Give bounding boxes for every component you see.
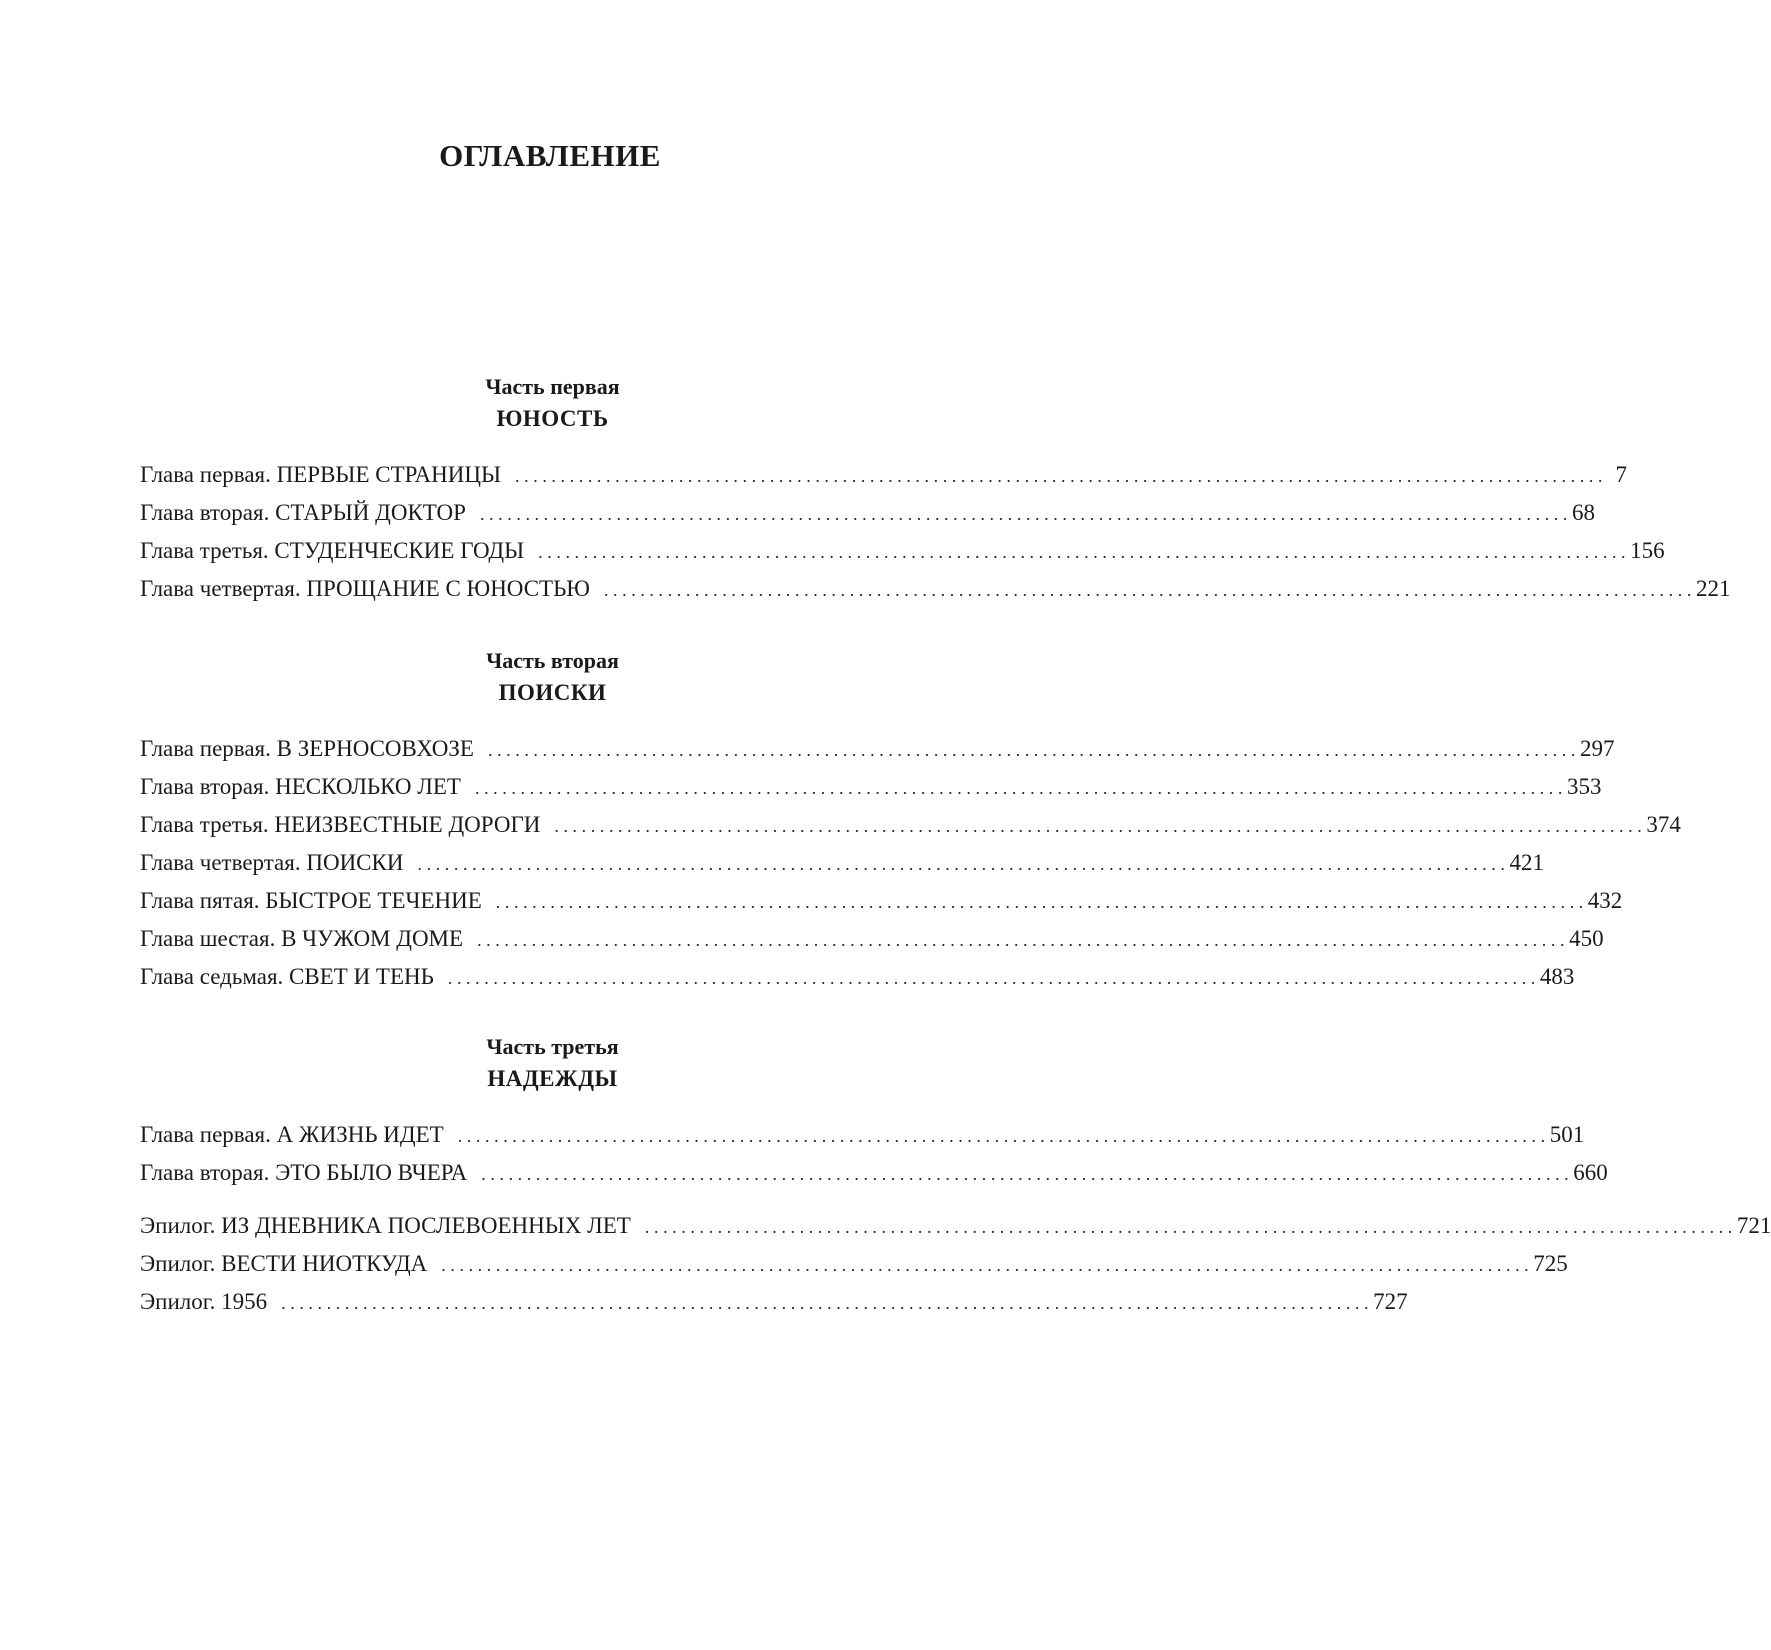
toc-entry[interactable] [140, 920, 1604, 958]
toc-entry[interactable] [140, 1116, 1585, 1154]
toc-entry-epilogue[interactable] [140, 1207, 1771, 1245]
toc-entry[interactable] [140, 882, 1623, 920]
page-number: 221 [1695, 576, 1731, 601]
dot-leader: ........................................................................................................................ [457, 1126, 1550, 1146]
toc-entry[interactable] [140, 494, 1595, 532]
toc-title: ОГЛАВЛЕНИЕ [439, 138, 661, 173]
chapter-title: Глава вторая. НЕСКОЛЬКО ЛЕТ [140, 774, 461, 799]
part-label: Часть вторая [486, 648, 619, 673]
page-number: 7 [1615, 462, 1628, 487]
toc-entry[interactable] [140, 806, 1681, 844]
part-name: НАДЕЖДЫ [487, 1066, 618, 1091]
page-number: 450 [1569, 926, 1604, 951]
toc-entry-epilogue[interactable] [140, 1245, 1568, 1283]
epilogue-title: Эпилог. 1956 [140, 1289, 268, 1314]
page-number: 501 [1549, 1122, 1585, 1147]
page-number: 421 [1509, 850, 1544, 875]
chapter-title: Глава шестая. В ЧУЖОМ ДОМЕ [140, 926, 464, 951]
toc-entry[interactable] [140, 1154, 1608, 1192]
part-1 [140, 372, 1731, 608]
toc-entry[interactable] [140, 456, 1628, 494]
page-number: 721 [1736, 1213, 1771, 1238]
dot-leader: ........................................................................................................................ [417, 854, 1510, 874]
chapter-title: Глава третья. СТУДЕНЧЕСКИЕ ГОДЫ [140, 538, 525, 563]
chapter-title: Глава первая. В ЗЕРНОСОВХОЗЕ [140, 736, 474, 761]
page-number: 725 [1533, 1251, 1568, 1276]
page-number: 660 [1573, 1160, 1608, 1185]
dot-leader: ........................................................................................................................ [644, 1217, 1737, 1237]
page-number: 68 [1571, 500, 1595, 525]
dot-leader: ........................................................................................................................ [477, 930, 1570, 950]
toc-entry[interactable] [140, 532, 1665, 570]
part-label: Часть первая [485, 374, 620, 399]
page-number: 432 [1587, 888, 1623, 913]
dot-leader: ........................................................................................................................ [479, 504, 1572, 524]
spacer [140, 1192, 965, 1207]
page-number: 297 [1579, 736, 1615, 761]
epilogue-title: Эпилог. ИЗ ДНЕВНИКА ПОСЛЕВОЕННЫХ ЛЕТ [140, 1213, 631, 1238]
chapter-title: Глава вторая. СТАРЫЙ ДОКТОР [140, 500, 466, 525]
chapter-title: Глава седьмая. СВЕТ И ТЕНЬ [140, 964, 434, 989]
part-2 [140, 646, 1681, 996]
toc-entry-epilogue[interactable] [140, 1283, 1408, 1321]
dot-leader: ........................................................................................................................ [441, 1255, 1534, 1275]
page-number: 156 [1630, 538, 1665, 563]
part-name: ЮНОСТЬ [496, 406, 609, 431]
toc-entry[interactable] [140, 730, 1615, 768]
dot-leader: ........................................................................................................................ [447, 968, 1540, 988]
chapter-title: Глава первая. А ЖИЗНЬ ИДЕТ [140, 1122, 444, 1147]
dot-leader: ........................................................................................................................ [515, 466, 1608, 486]
dot-leader: ........................................................................................................................ [474, 778, 1567, 798]
chapter-title: Глава третья. НЕИЗВЕСТНЫЕ ДОРОГИ [140, 812, 541, 837]
part-label: Часть третья [486, 1034, 619, 1059]
epilogue-title: Эпилог. ВЕСТИ НИОТКУДА [140, 1251, 428, 1276]
dot-leader: ........................................................................................................................ [481, 1164, 1574, 1184]
toc-entry[interactable] [140, 958, 1575, 996]
dot-leader: ........................................................................................................................ [487, 740, 1580, 760]
page-number: 727 [1373, 1289, 1408, 1314]
toc-entry[interactable] [140, 844, 1544, 882]
dot-leader: ........................................................................................................................ [603, 580, 1696, 600]
chapter-title: Глава первая. ПЕРВЫЕ СТРАНИЦЫ [140, 462, 502, 487]
dot-leader: ........................................................................................................................ [538, 542, 1631, 562]
chapter-list [140, 730, 1681, 996]
toc-entry[interactable] [140, 768, 1602, 806]
chapter-title: Глава пятая. БЫСТРОЕ ТЕЧЕНИЕ [140, 888, 482, 913]
page-number: 483 [1539, 964, 1575, 989]
chapter-list [140, 1116, 1771, 1321]
page-number: 353 [1566, 774, 1602, 799]
toc-entry[interactable] [140, 570, 1731, 608]
chapter-list [140, 456, 1731, 608]
page-number: 374 [1646, 812, 1681, 837]
chapter-title: Глава четвертая. ПРОЩАНИЕ С ЮНОСТЬЮ [140, 576, 590, 601]
chapter-title: Глава четвертая. ПОИСКИ [140, 850, 404, 875]
dot-leader: ........................................................................................................................ [495, 892, 1588, 912]
part-3 [140, 1032, 1771, 1321]
chapter-title: Глава вторая. ЭТО БЫЛО ВЧЕРА [140, 1160, 468, 1185]
part-name: ПОИСКИ [498, 680, 607, 705]
dot-leader: ........................................................................................................................ [554, 816, 1647, 836]
dot-leader: ........................................................................................................................ [281, 1293, 1374, 1313]
